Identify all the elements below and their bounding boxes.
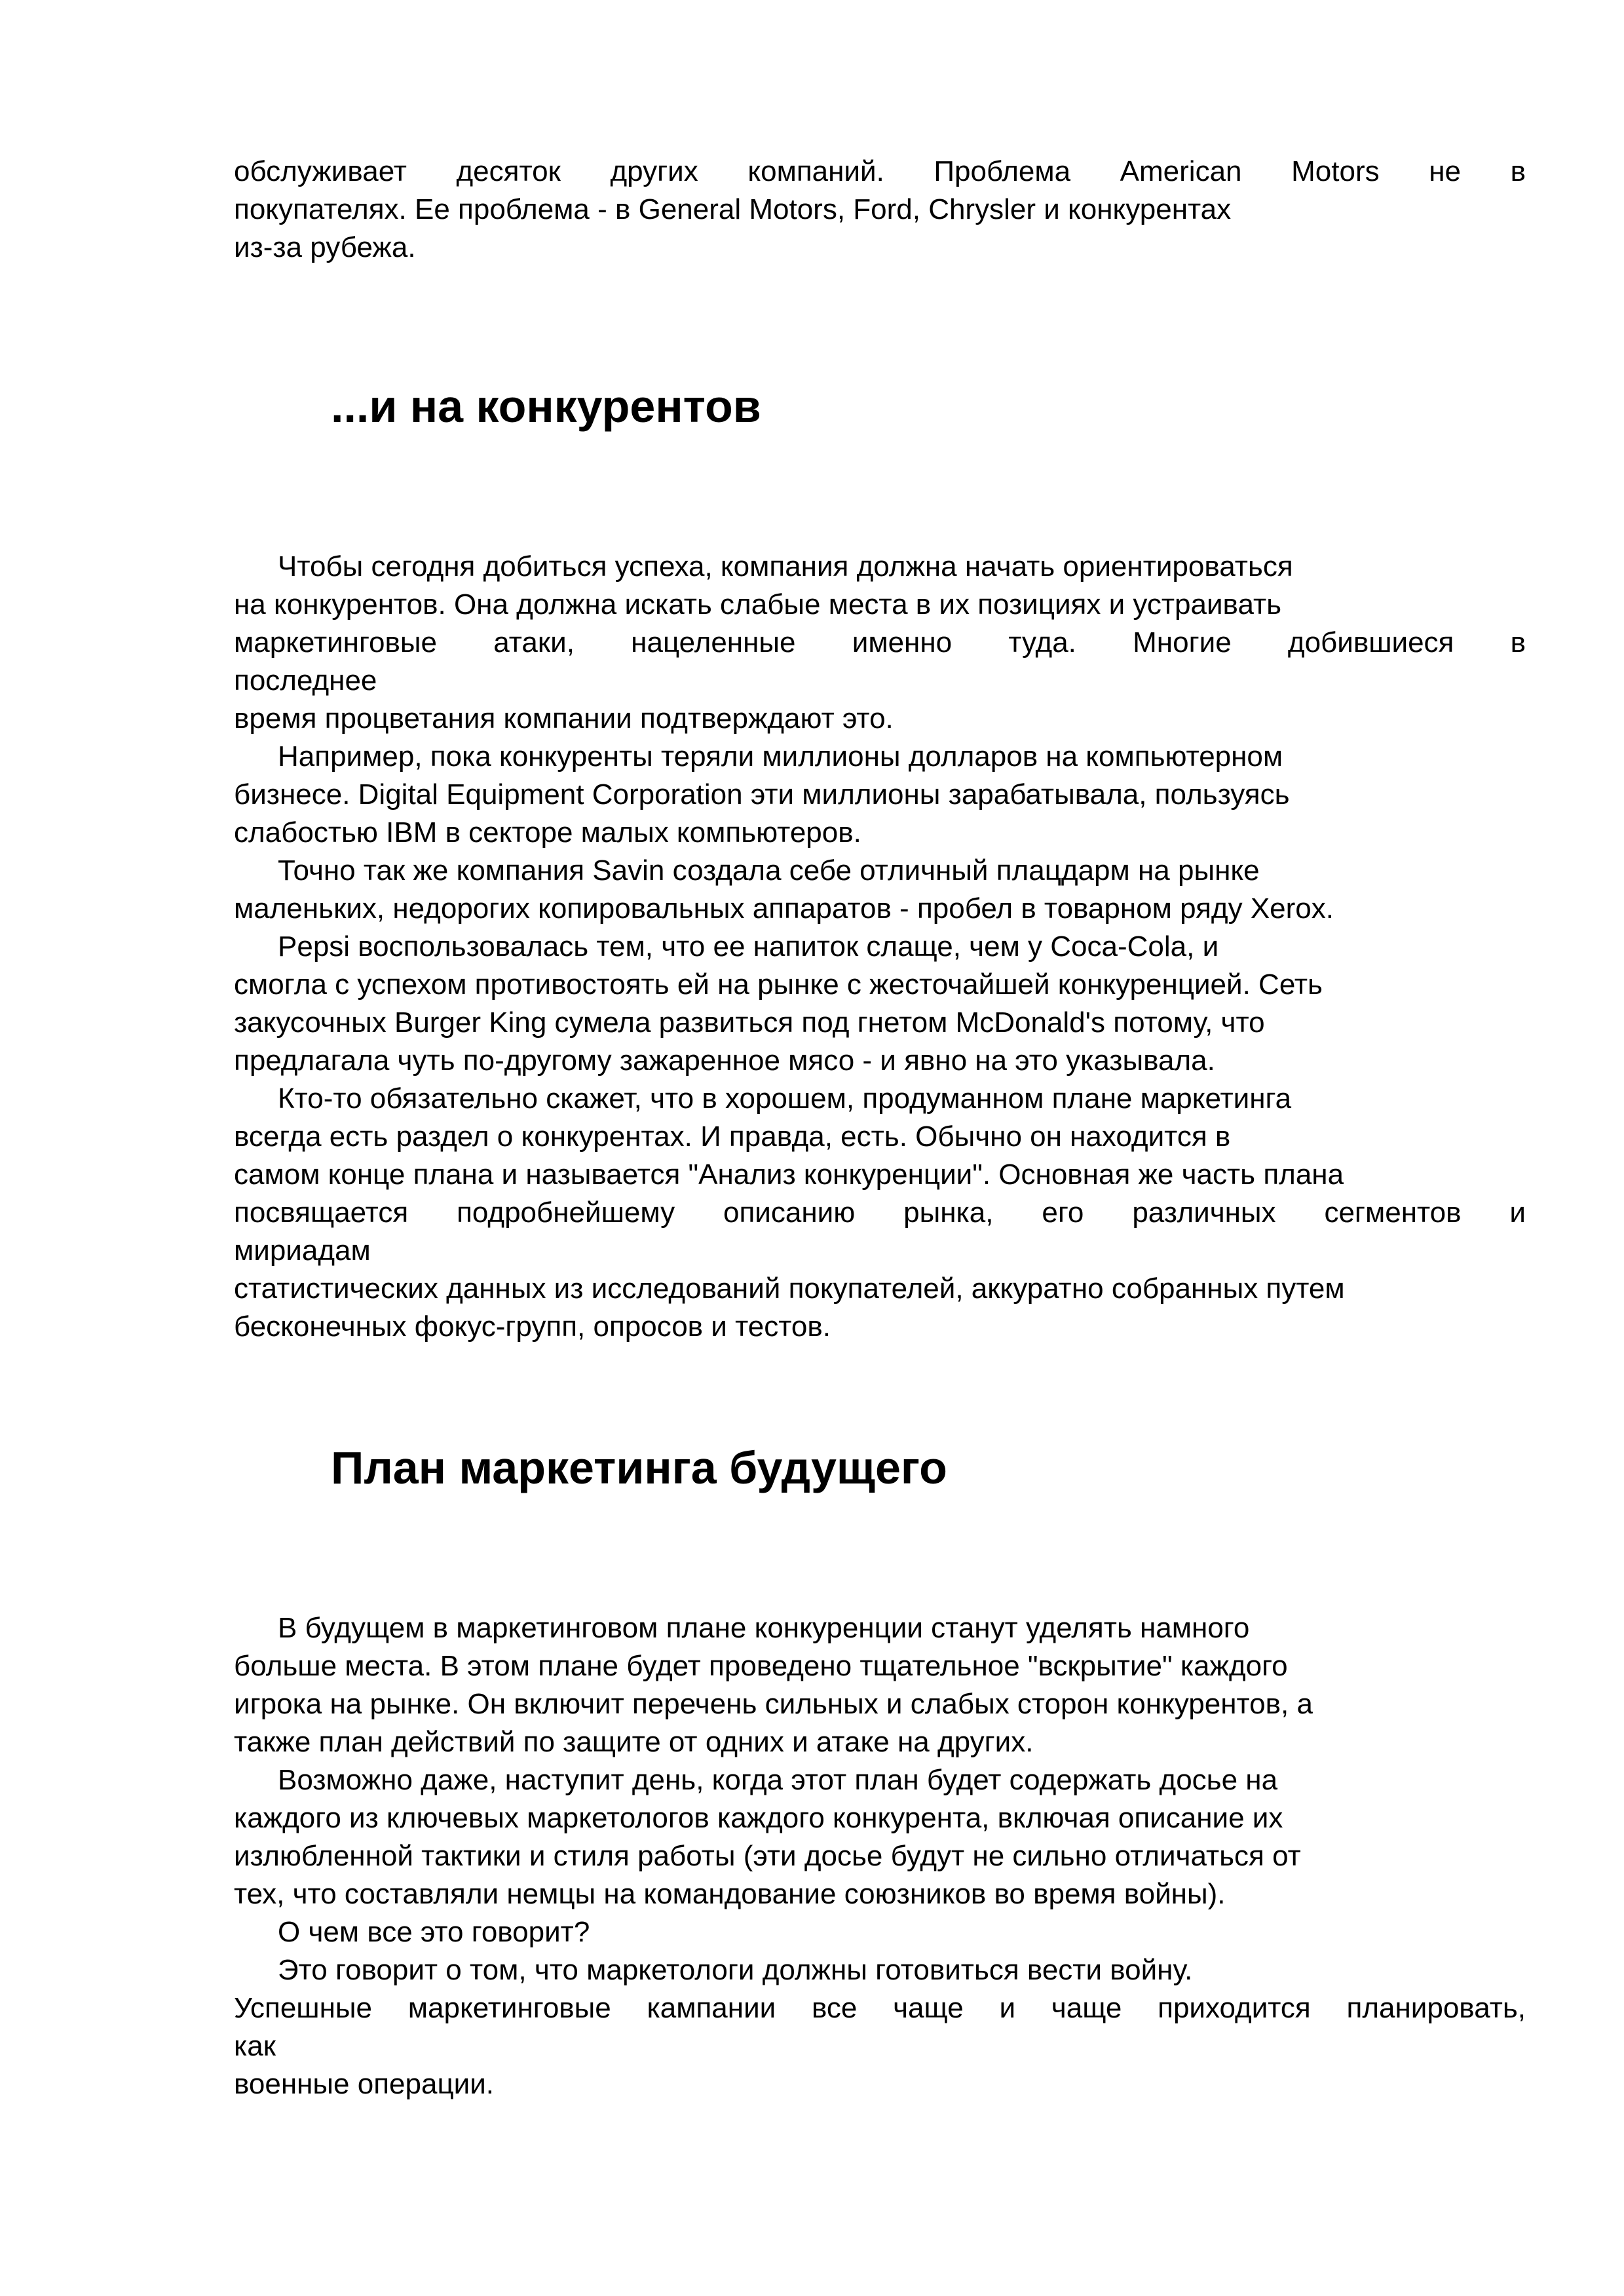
body-line: Возможно даже, наступит день, когда этот план будет содержать досье на (278, 1764, 1278, 1796)
body-line: излюбленной тактики и стиля работы (эти досье будут не сильно отличаться от (234, 1840, 1301, 1872)
body-line: каждого из ключевых маркетологов каждого конкурента, включая описание их (234, 1802, 1283, 1834)
body-line: посвящается подробнейшему описанию рынка, его различных сегментов и (234, 1196, 1526, 1229)
body-line: последнее (234, 664, 377, 697)
body-line: О чем все это говорит? (278, 1916, 590, 1948)
body-line: Pepsi воспользовалась тем, что ее напиток слаще, чем у Coca-Cola, и (278, 930, 1219, 963)
body-line: на конкурентов. Она должна искать слабые места в их позициях и устраивать (234, 588, 1282, 621)
body-line: Точно так же компания Savin создала себе отличный плацдарм на рынке (278, 854, 1260, 887)
body-line: Например, пока конкуренты теряли миллионы долларов на компьютерном (278, 740, 1283, 773)
body-line: как (234, 2030, 276, 2062)
body-line: Это говорит о том, что маркетологи должны готовиться вести войну. (278, 1954, 1193, 1986)
body-line: время процветания компании подтверждают это. (234, 702, 894, 735)
body-line: бизнесе. Digital Equipment Corporation эти миллионы зарабатывала, пользуясь (234, 778, 1290, 811)
body-line: также план действий по защите от одних и атаке на других. (234, 1726, 1034, 1758)
section-heading: План маркетинга будущего (331, 1442, 947, 1493)
body-line: всегда есть раздел о конкурентах. И правда, есть. Обычно он находится в (234, 1120, 1231, 1153)
intro-line: обслуживает десяток других компаний. Проблема American Motors не в (234, 155, 1526, 187)
body-line: Кто-то обязательно скажет, что в хорошем, продуманном плане маркетинга (278, 1082, 1292, 1115)
body-line: бесконечных фокус-групп, опросов и тестов. (234, 1311, 831, 1343)
body-line: Успешные маркетинговые кампании все чаще и чаще приходится планировать, (234, 1992, 1526, 2024)
intro-line: покупателях. Ее проблема - в General Motors, Ford, Chrysler и конкурентах (234, 193, 1232, 225)
intro-line: из-за рубежа. (234, 231, 416, 263)
body-line: статистических данных из исследований покупателей, аккуратно собранных путем (234, 1272, 1345, 1305)
body-line: военные операции. (234, 2068, 495, 2100)
body-line: самом конце плана и называется "Анализ конкуренции". Основная же часть плана (234, 1158, 1344, 1191)
body-line: маркетинговые атаки, нацеленные именно туда. Многие добившиеся в (234, 626, 1526, 659)
body-line: игрока на рынке. Он включит перечень сильных и слабых сторон конкурентов, а (234, 1688, 1313, 1720)
body-line: Чтобы сегодня добиться успеха, компания должна начать ориентироваться (278, 550, 1293, 583)
body-line: закусочных Burger King сумела развиться под гнетом McDonald's потому, что (234, 1006, 1265, 1039)
body-line: тех, что составляли немцы на командование союзников во время войны). (234, 1878, 1226, 1910)
body-line: предлагала чуть по-другому зажаренное мясо - и явно на это указывала. (234, 1044, 1215, 1077)
body-line: слабостью IBM в секторе малых компьютеров. (234, 816, 861, 849)
body-line: В будущем в маркетинговом плане конкуренции станут уделять намного (278, 1612, 1250, 1644)
section-heading: ...и на конкурентов (331, 381, 761, 432)
body-line: мириадам (234, 1234, 371, 1267)
body-line: смогла с успехом противостоять ей на рынке с жесточайшей конкуренцией. Сеть (234, 968, 1323, 1001)
body-line: больше места. В этом плане будет проведено тщательное "вскрытие" каждого (234, 1650, 1288, 1682)
body-line: маленьких, недорогих копировальных аппаратов - пробел в товарном ряду Xerox. (234, 892, 1334, 925)
